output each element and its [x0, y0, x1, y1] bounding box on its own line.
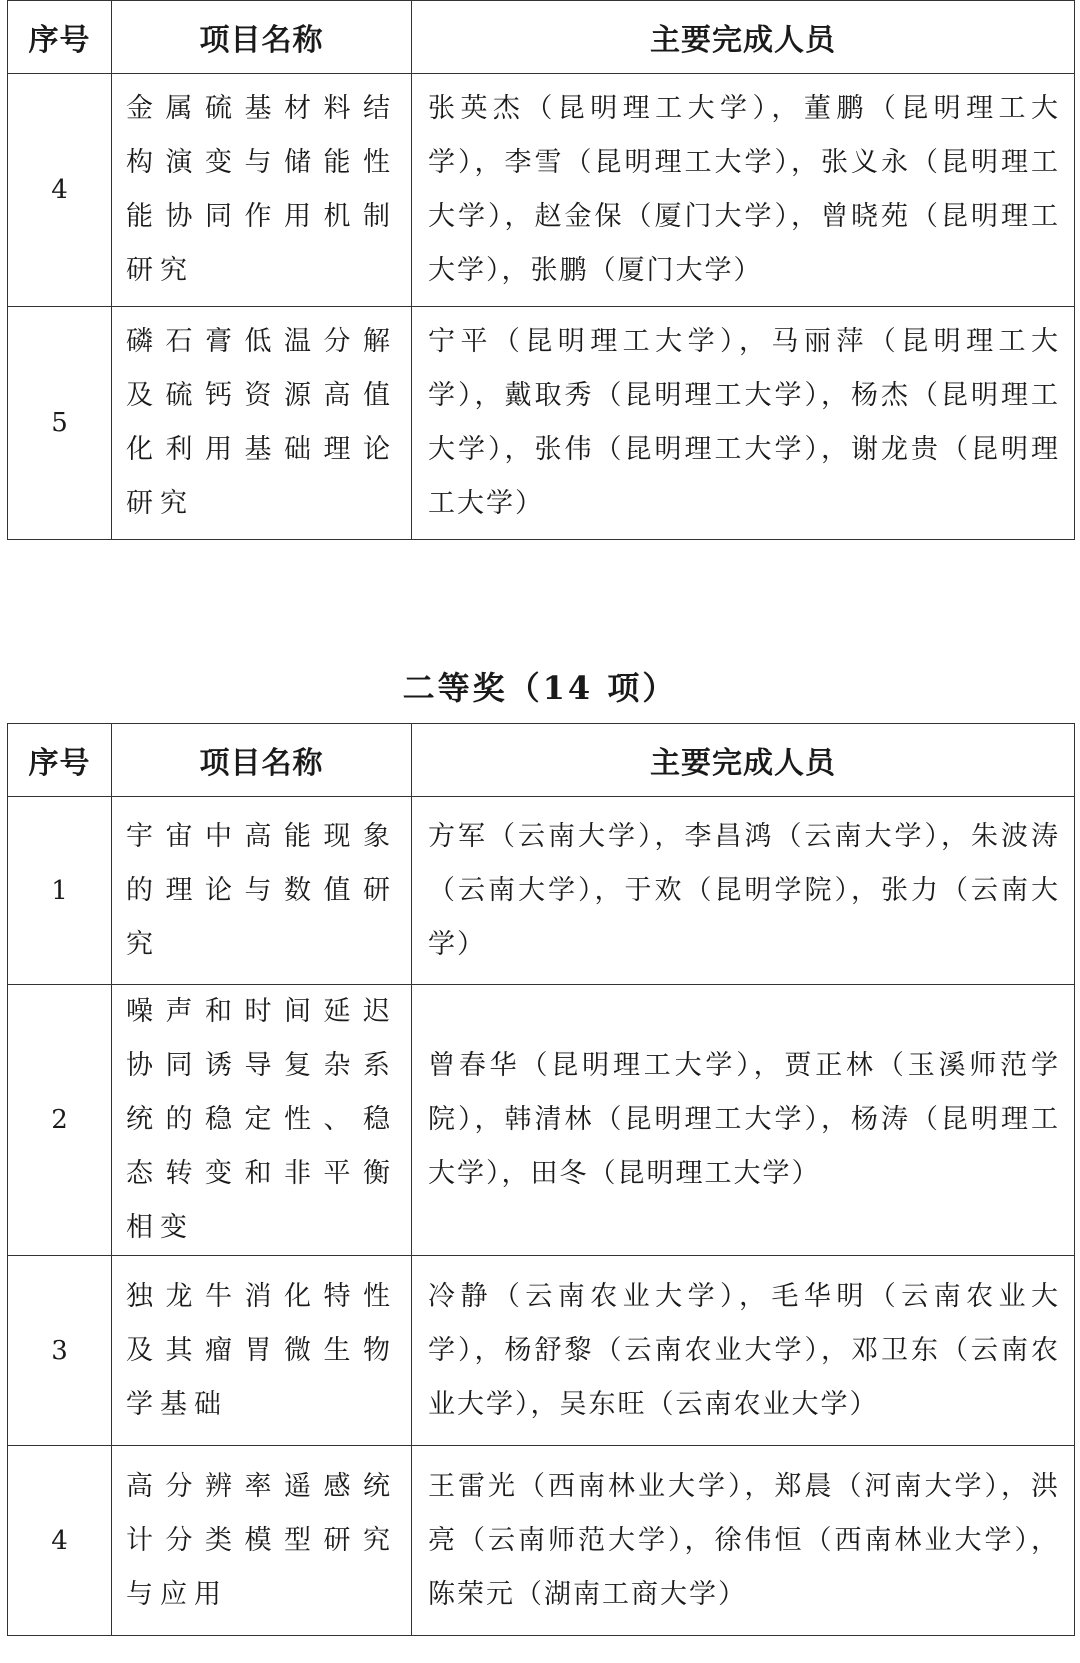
award-table-first-prize: [7, 0, 1075, 540]
row-project-name: 宇宙中高能现象的理论与数值研究: [112, 797, 412, 985]
table-row: [8, 985, 1075, 1256]
section-title-second-prize: 二等奖（14 项）: [402, 669, 678, 707]
table-row: [8, 1256, 1075, 1446]
header-main-members: 主要完成人员: [412, 1, 1075, 74]
row-project-name: 独龙牛消化特性及其瘤胃微生物学基础: [112, 1256, 412, 1446]
row-members: 曾春华（昆明理工大学），贾正林（玉溪师范学院），韩清林（昆明理工大学），杨涛（昆明理工大学），田冬（昆明理工大学）: [412, 985, 1075, 1256]
row-no: 2: [8, 985, 112, 1256]
row-no: 5: [8, 307, 112, 540]
award-table-second-prize: [7, 723, 1075, 1636]
row-project-name: 噪声和时间延迟协同诱导复杂系统的稳定性、稳态转变和非平衡相变: [112, 985, 412, 1256]
row-no: 3: [8, 1256, 112, 1446]
row-no: 4: [8, 74, 112, 307]
table-row: [8, 307, 1075, 540]
row-members: 宁平（昆明理工大学），马丽萍（昆明理工大学），戴取秀（昆明理工大学），杨杰（昆明理工大学），张伟（昆明理工大学），谢龙贵（昆明理工大学）: [412, 307, 1075, 540]
row-members: 王雷光（西南林业大学），郑晨（河南大学），洪亮（云南师范大学），徐伟恒（西南林业大学），陈荣元（湖南工商大学）: [412, 1446, 1075, 1636]
table-header-row: [8, 724, 1075, 797]
table-row: [8, 74, 1075, 307]
row-project-name: 磷石膏低温分解及硫钙资源高值化利用基础理论研究: [112, 307, 412, 540]
header-project-name: 项目名称: [112, 1, 412, 74]
row-project-name: 高分辨率遥感统计分类模型研究与应用: [112, 1446, 412, 1636]
row-no: 1: [8, 797, 112, 985]
header-project-name: 项目名称: [112, 724, 412, 797]
table-row: [8, 1446, 1075, 1636]
row-project-name: 金属硫基材料结构演变与储能性能协同作用机制研究: [112, 74, 412, 307]
row-members: 方军（云南大学），李昌鸿（云南大学），朱波涛（云南大学），于欢（昆明学院），张力（云南大学）: [412, 797, 1075, 985]
header-no: 序号: [8, 724, 112, 797]
table-row: [8, 797, 1075, 985]
row-members: 冷静（云南农业大学），毛华明（云南农业大学），杨舒黎（云南农业大学），邓卫东（云南农业大学），吴东旺（云南农业大学）: [412, 1256, 1075, 1446]
header-no: 序号: [8, 1, 112, 74]
row-no: 4: [8, 1446, 112, 1636]
header-main-members: 主要完成人员: [412, 724, 1075, 797]
table-header-row: [8, 1, 1075, 74]
row-members: 张英杰（昆明理工大学），董鹏（昆明理工大学），李雪（昆明理工大学），张义永（昆明理工大学），赵金保（厦门大学），曾晓苑（昆明理工大学），张鹏（厦门大学）: [412, 74, 1075, 307]
